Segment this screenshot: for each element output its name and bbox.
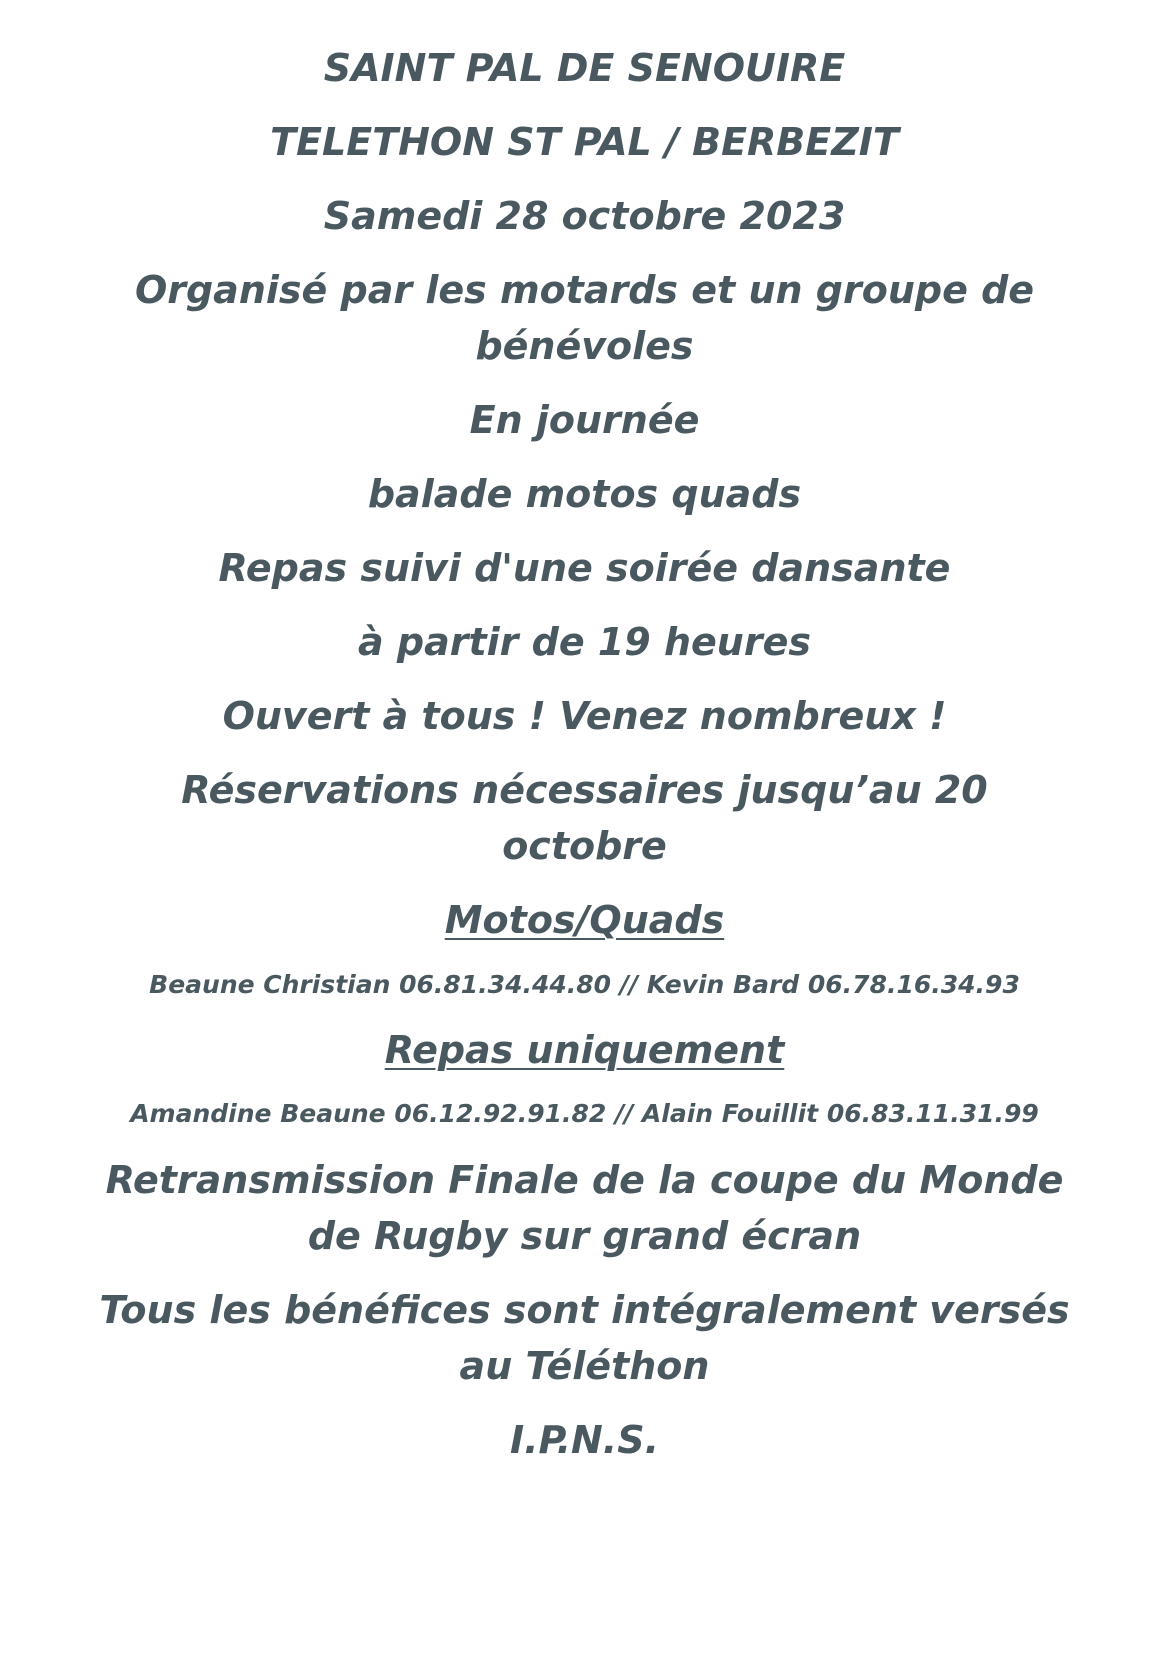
meal-description: Repas suivi d'une soirée dansante [218,546,951,590]
open-invitation: Ouvert à tous ! Venez nombreux ! [222,694,947,738]
reservations-line-2: octobre [502,824,667,868]
motos-contacts: Beaune Christian 06.81.34.44.80 // Kevin Bard 06.78.16.34.93 [149,970,1020,999]
ride-description: balade motos quads [367,472,802,516]
event-date: Samedi 28 octobre 2023 [323,194,846,238]
start-time: à partir de 19 heures [358,620,811,664]
broadcast-line-1: Retransmission Finale de la coupe du Monde [105,1158,1064,1202]
motos-heading: Motos/Quads [444,898,725,942]
event-title: TELETHON ST PAL / BERBEZIT [270,120,899,164]
ipns-notice: I.P.N.S. [509,1418,660,1462]
profits-line-1: Tous les bénéfices sont intégralement versés [99,1288,1070,1332]
town-title: SAINT PAL DE SENOUIRE [323,46,846,90]
repas-contacts: Amandine Beaune 06.12.92.91.82 // Alain Fouillit 06.83.11.31.99 [130,1099,1039,1128]
profits-line-2: au Téléthon [459,1344,710,1388]
repas-heading: Repas uniquement [384,1028,785,1072]
broadcast-line-2: de Rugby sur grand écran [307,1214,862,1258]
reservations-line-1: Réservations nécessaires jusqu’au 20 [181,768,988,812]
daytime-label: En journée [469,398,700,442]
organizer-line-1: Organisé par les motards et un groupe de [134,268,1035,312]
organizer-line-2: bénévoles [475,324,694,368]
